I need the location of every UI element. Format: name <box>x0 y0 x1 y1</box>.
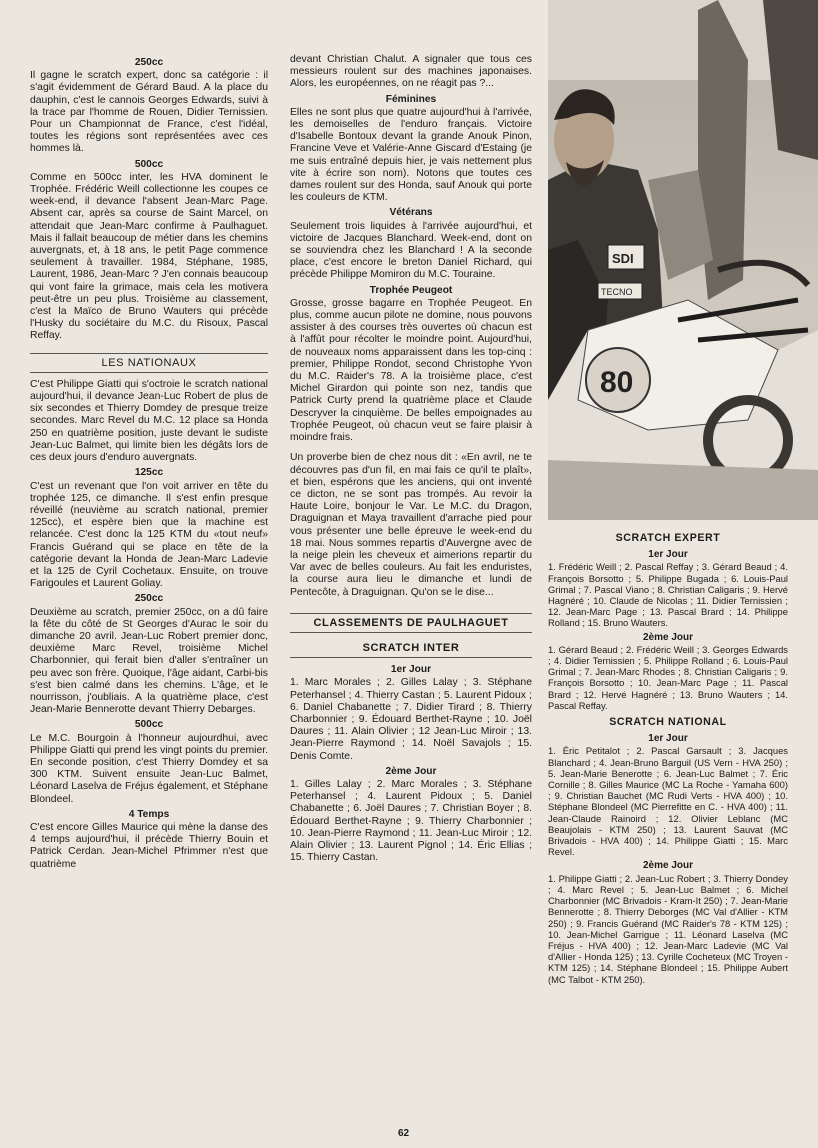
results-list: 1. Philippe Giatti ; 2. Jean-Luc Robert ; 3. Thierry Dondey ; 4. Marc Revel ; 5. Jean-Luc Balmet ; 6. Michel Charbonnier (MC Brivadois - Kram-It 250) ; 7. Jean-Marie Bennerotte ; 8. Thierry Deborges (MC Val d'Allier - KTM 250) ; 9. Francis Guérand (MC Raider's 78 - KTM 125) ; 10. Jean-Michel Garrigue ; 11. Léonard Laselva (MC Fréjus - HVA 400) ; 12. Jean-Marc Ladevie (MC Val d'Allier - Honda 125) ; 13. Cyrille Cocheteux (MC Troyen - KTM 125) ; 14. Stéphane Blondeel ; 15. Philippe Aubert (MC Talbot - KTM 250). <box>548 872 788 985</box>
results-day-1-heading: 1er Jour <box>390 664 432 676</box>
page-number: 62 <box>398 1128 410 1139</box>
enduro-rider-photo <box>548 0 818 520</box>
results-day-1-heading: 1er Jour <box>648 549 688 561</box>
section-title-nationaux: LES NATIONAUX <box>30 353 268 373</box>
paragraph: Elles ne sont plus que quatre aujourd'hui à l'arrivée, les demoiselles de l'enduro français. Victoire d'Isabelle Bontoux devant la grande Anouk Pinon, Francine Veve et Valérie-Anne Giscard d'Estaing (je me suis entraîné depuis hier, je vais nettement plus vite à écrire son nom). Notons que toutes ces dames roulent sur des Honda, sauf Anouk qui porte les couleurs de KTM. <box>290 106 532 204</box>
results-title-scratch-national: SCRATCH NATIONAL <box>609 716 727 729</box>
results-day-2-heading: 2ème Jour <box>642 631 694 643</box>
paragraph: C'est Philippe Giatti qui s'octroie le scratch national aujourd'hui, il devance Jean-Luc Robert de plus de six secondes et Thierry Domdey de presque treize secondes. Marc Revel du M.C. 12 place sa Honda 250 en quatrième position, juste devant le sudiste Jean-Luc Balmet, qui limite bien les dégâts lors de ces deux jours d'enduro auvergnats. <box>30 378 268 464</box>
column-right <box>548 527 788 987</box>
paragraph: Un proverbe bien de chez nous dit : «En avril, ne te découvres pas d'un fil, en mai fais ce qu'il te plaît», et bien, espérons que les anciens, qui ont inventé ce dicton, ne se sont pas trompés. Au revoir la Haute Loire, bonjour le Var. Le M.C. du Dragon, Draguignan et Maya travaillent d'arrache pied pour vous présenter une belle épreuve le week-end du 18 mai. Nous sommes repartis d'Auvergne avec de la neige plein les cheveux et aimerions repartir du Var avec de belles couleurs. Au fait les enduristes, la course aura lieu le dimanche et lundi de Pentecôte, à Draguignan. Qu'on se le dise... <box>290 452 532 598</box>
results-list: 1. Marc Morales ; 2. Gilles Lalay ; 3. Stéphane Peterhansel ; 4. Thierry Castan ; 5. Laurent Pidoux ; 6. Daniel Chabanette ; 7. Didier Tirard ; 8. Thierry Charbonnier ; 9. Édouard Berthet-Rayne ; 10. Joël Daures ; 11. Alain Olivier ; 12 Jean-Luc Miroir ; 13. Jean-Pierre Raymond ; 14. Noël Savajols ; 15. Denis Comte. <box>290 677 532 762</box>
paragraph: Deuxième au scratch, premier 250cc, on a dû faire la fête du côté de St Georges d'Aurac le soir du dimanche 20 avril. Jean-Luc Robert premier donc, deuxième Marc Revel, troisième Michel Charbonnier, qui ferait bien d'aller s'entraîner un peu avec son frère. Quoique, l'âge aidant, Carbi-bis s'est bien calmé dans les chemins. L'âge, et le nourrisson, j'oubliais. A la quatrième place, c'est Jean-Marie Bennerotte devant Thierry Debarges. <box>30 606 268 716</box>
paragraph: Le M.C. Bourgoin à l'honneur aujourdhui, avec Philippe Giatti qui prend les vingt points du premier. En seconde position, c'est Thierry Domdey et sa 300 KTM. Suivent ensuite Jean-Luc Balmet, Léonard Laselva de Fréjus également, et Stéphane Blondeel. <box>30 732 268 805</box>
section-title-classements: CLASSEMENTS DE PAULHAGUET <box>290 613 532 633</box>
paragraph: Grosse, grosse bagarre en Trophée Peugeot. En plus, comme aucun pilote ne domine, nous pouvons assister à des courses très ouvertes où chacun est à l'affût pour récolter le moindre point. Aujourd'hui, de nouveaux noms apparaissent dans les top-cinq : premier, Philippe Rondot, second Christophe Yvon du M.C. Raider's 78. A la troisième place, c'est Michel Girardon qui pointe son nez, tandis que Patrick Curty prend la quatrième place et Claude Descryver la cinquième. De belles empoignades au Trophée Peugeot, où chacun veut se faire plaisir à moindre frais. <box>290 297 532 444</box>
results-title-scratch-inter: SCRATCH INTER <box>290 639 532 658</box>
subheading-feminines: Féminines <box>385 93 437 105</box>
paragraph: Seulement trois liquides à l'arrivée aujourd'hui, et victoire de Jacques Blanchard. Week-end, dont on se souviendra chez les Blanchard ! A la seconde place, c'est encore le breton Daniel Richard, qui précède Philippe Momiron du M.C. Touraine. <box>290 220 532 281</box>
paragraph: C'est encore Gilles Maurice qui mène la danse des 4 temps aujourd'hui, il précède Thierry Bouin et Patrick Cerdan. Jean-Michel Pfrimmer n'est que quatrième <box>30 821 268 870</box>
jacket-patch-text: TECNO <box>601 287 633 297</box>
subheading-4-temps: 4 Temps <box>128 808 170 820</box>
column-left <box>30 54 268 873</box>
results-day-2-heading: 2ème Jour <box>642 860 694 872</box>
jacket-logo-text: SDI <box>612 251 634 266</box>
results-list: 1. Frédéric Weill ; 2. Pascal Reffay ; 3. Gérard Beaud ; 4. François Borsotto ; 5. Philippe Bugada ; 6. Louis-Paul Grimal ; 7. Pascal Viano ; 8. Christian Caligaris ; 9. Hervé Hagnéré ; 10. Claude de Nicolas ; 11. Didier Ternissien ; 12. Jean-Marc Page ; 13. Pascal Brard ; 14. Philippe Rolland ; 15. Bruno Wauters. <box>548 561 788 629</box>
subheading-250cc-expert: 250cc <box>134 57 164 68</box>
paragraph: devant Christian Chalut. A signaler que tous ces messieurs roulent sur des machines japonaises. Alors, les européennes, on ne réagit pas ?... <box>290 54 532 90</box>
subheading-125cc: 125cc <box>134 467 164 479</box>
results-list: 1. Gérard Beaud ; 2. Frédéric Weill ; 3. Georges Edwards ; 4. Didier Ternissien ; 5. Philippe Rolland ; 6. Louis-Paul Grimal ; 7. Jean-Marc Rhodes ; 8. Christian Caligaris ; 9. François Borsotto ; 10. Jean-Marc Page ; 11. Pascal Brard ; 12. Hervé Hagnéré ; 13. Bruno Wauters ; 14. Pascal Reffay. <box>548 643 788 711</box>
subheading-veterans: Vétérans <box>389 207 433 219</box>
results-list: 1. Gilles Lalay ; 2. Marc Morales ; 3. Stéphane Peterhansel ; 4. Laurent Pidoux ; 5. Daniel Chabanette ; 6. Joël Daures ; 7. Christian Boyer ; 8. Édouard Berthet-Rayne ; 9. Thierry Charbonnier ; 10. Jean-Pierre Raymond ; 11. Jean-Luc Miroir ; 12. Alain Olivier ; 13. Laurent Pignol ; 14. Éric Ellias ; 15. Thierry Castan. <box>290 778 532 864</box>
results-list: 1. Éric Petitalot ; 2. Pascal Garsault ; 3. Jacques Blanchard ; 4. Jean-Bruno Barguil (US Vern - HVA 250) ; 5. Jean-Marie Benerotte ; 6. Jean-Luc Balmet ; 7. Éric Cornille ; 8. Gilles Maurice (MC La Roche - Yamaha 600) ; 9. Christian Bauchet (MC Rudi Verts - HVA 400) ; 10. Stéphane Blondeel (MC Pierrefitte en C. - HVA 400) ; 11. Jean-Claude Rainoird ; 12. Olivier Leblanc (MC Beaujolais - KTM 250) ; 13. Laurent Sauvat (MC Brivadois - HVA 400) ; 14. Philippe Giatti ; 15. Marc Revel. <box>548 745 788 858</box>
subheading-500cc-national: 500cc <box>134 719 164 731</box>
paragraph: Il gagne le scratch expert, donc sa catégorie : il s'agit évidemment de Gérard Baud. A la place du dauphin, c'est le cannois Georges Edwards, suivi à la trace par l'homme de Rouen, Didier Ternissien. Pour un Championnat de France, c'est l'idéal, toutes les régions sont représentées avec ces hommes là. <box>30 70 268 155</box>
photo-illustration <box>548 0 818 520</box>
paragraph: Comme en 500cc inter, les HVA dominent le Trophée. Frédéric Weill collectionne les coupes ce week-end, il devance l'absent Jean-Marc Page. Absent car, après sa course de Saint Marcel, on attendait que Jean-Marc confirme à Paulhaguet. Mais il fallait beaucoup de métier dans les chemins auvergnats, et, à 18 ans, le petit Page commence seulement à travailler. 1984, Stéphane, 1985, Laurent, 1986, Jean-Marc ? J'en connais beaucoup qui vont faire la grimace, mais cela les motivera peut-être un peu plus. Troisième au classement, c'est la Maïco de Bruno Wauters qui précède l'Husky du sociétaire du M.C. du Risoux, Pascal Reffay. <box>30 171 268 342</box>
subheading-250cc-national: 250cc <box>134 593 164 605</box>
paragraph: C'est un revenant que l'on voit arriver en tête du trophée 125, ce dimanche. Il s'est enfin presque réveillé (neuvième au scratch national, premier 125cc), et espère bien que la machine est relancée. C'est donc la 125 KTM du «tout neuf» Francis Guérand qui se place en tête de la catégorie devant la Honda de Jean-Marc Ladevie et la 125 de Cyril Cochetaux. Ensuite, on trouve Farigoules et Laurent Goliay. <box>30 480 268 590</box>
results-title-scratch-expert: SCRATCH EXPERT <box>615 532 721 544</box>
column-middle <box>290 54 532 866</box>
results-day-2-heading: 2ème Jour <box>385 765 437 777</box>
number-plate-text: 80 <box>600 366 634 399</box>
results-day-1-heading: 1er Jour <box>648 733 688 745</box>
subheading-500cc-expert: 500cc <box>134 158 164 170</box>
subheading-trophee-peugeot: Trophée Peugeot <box>369 284 453 296</box>
